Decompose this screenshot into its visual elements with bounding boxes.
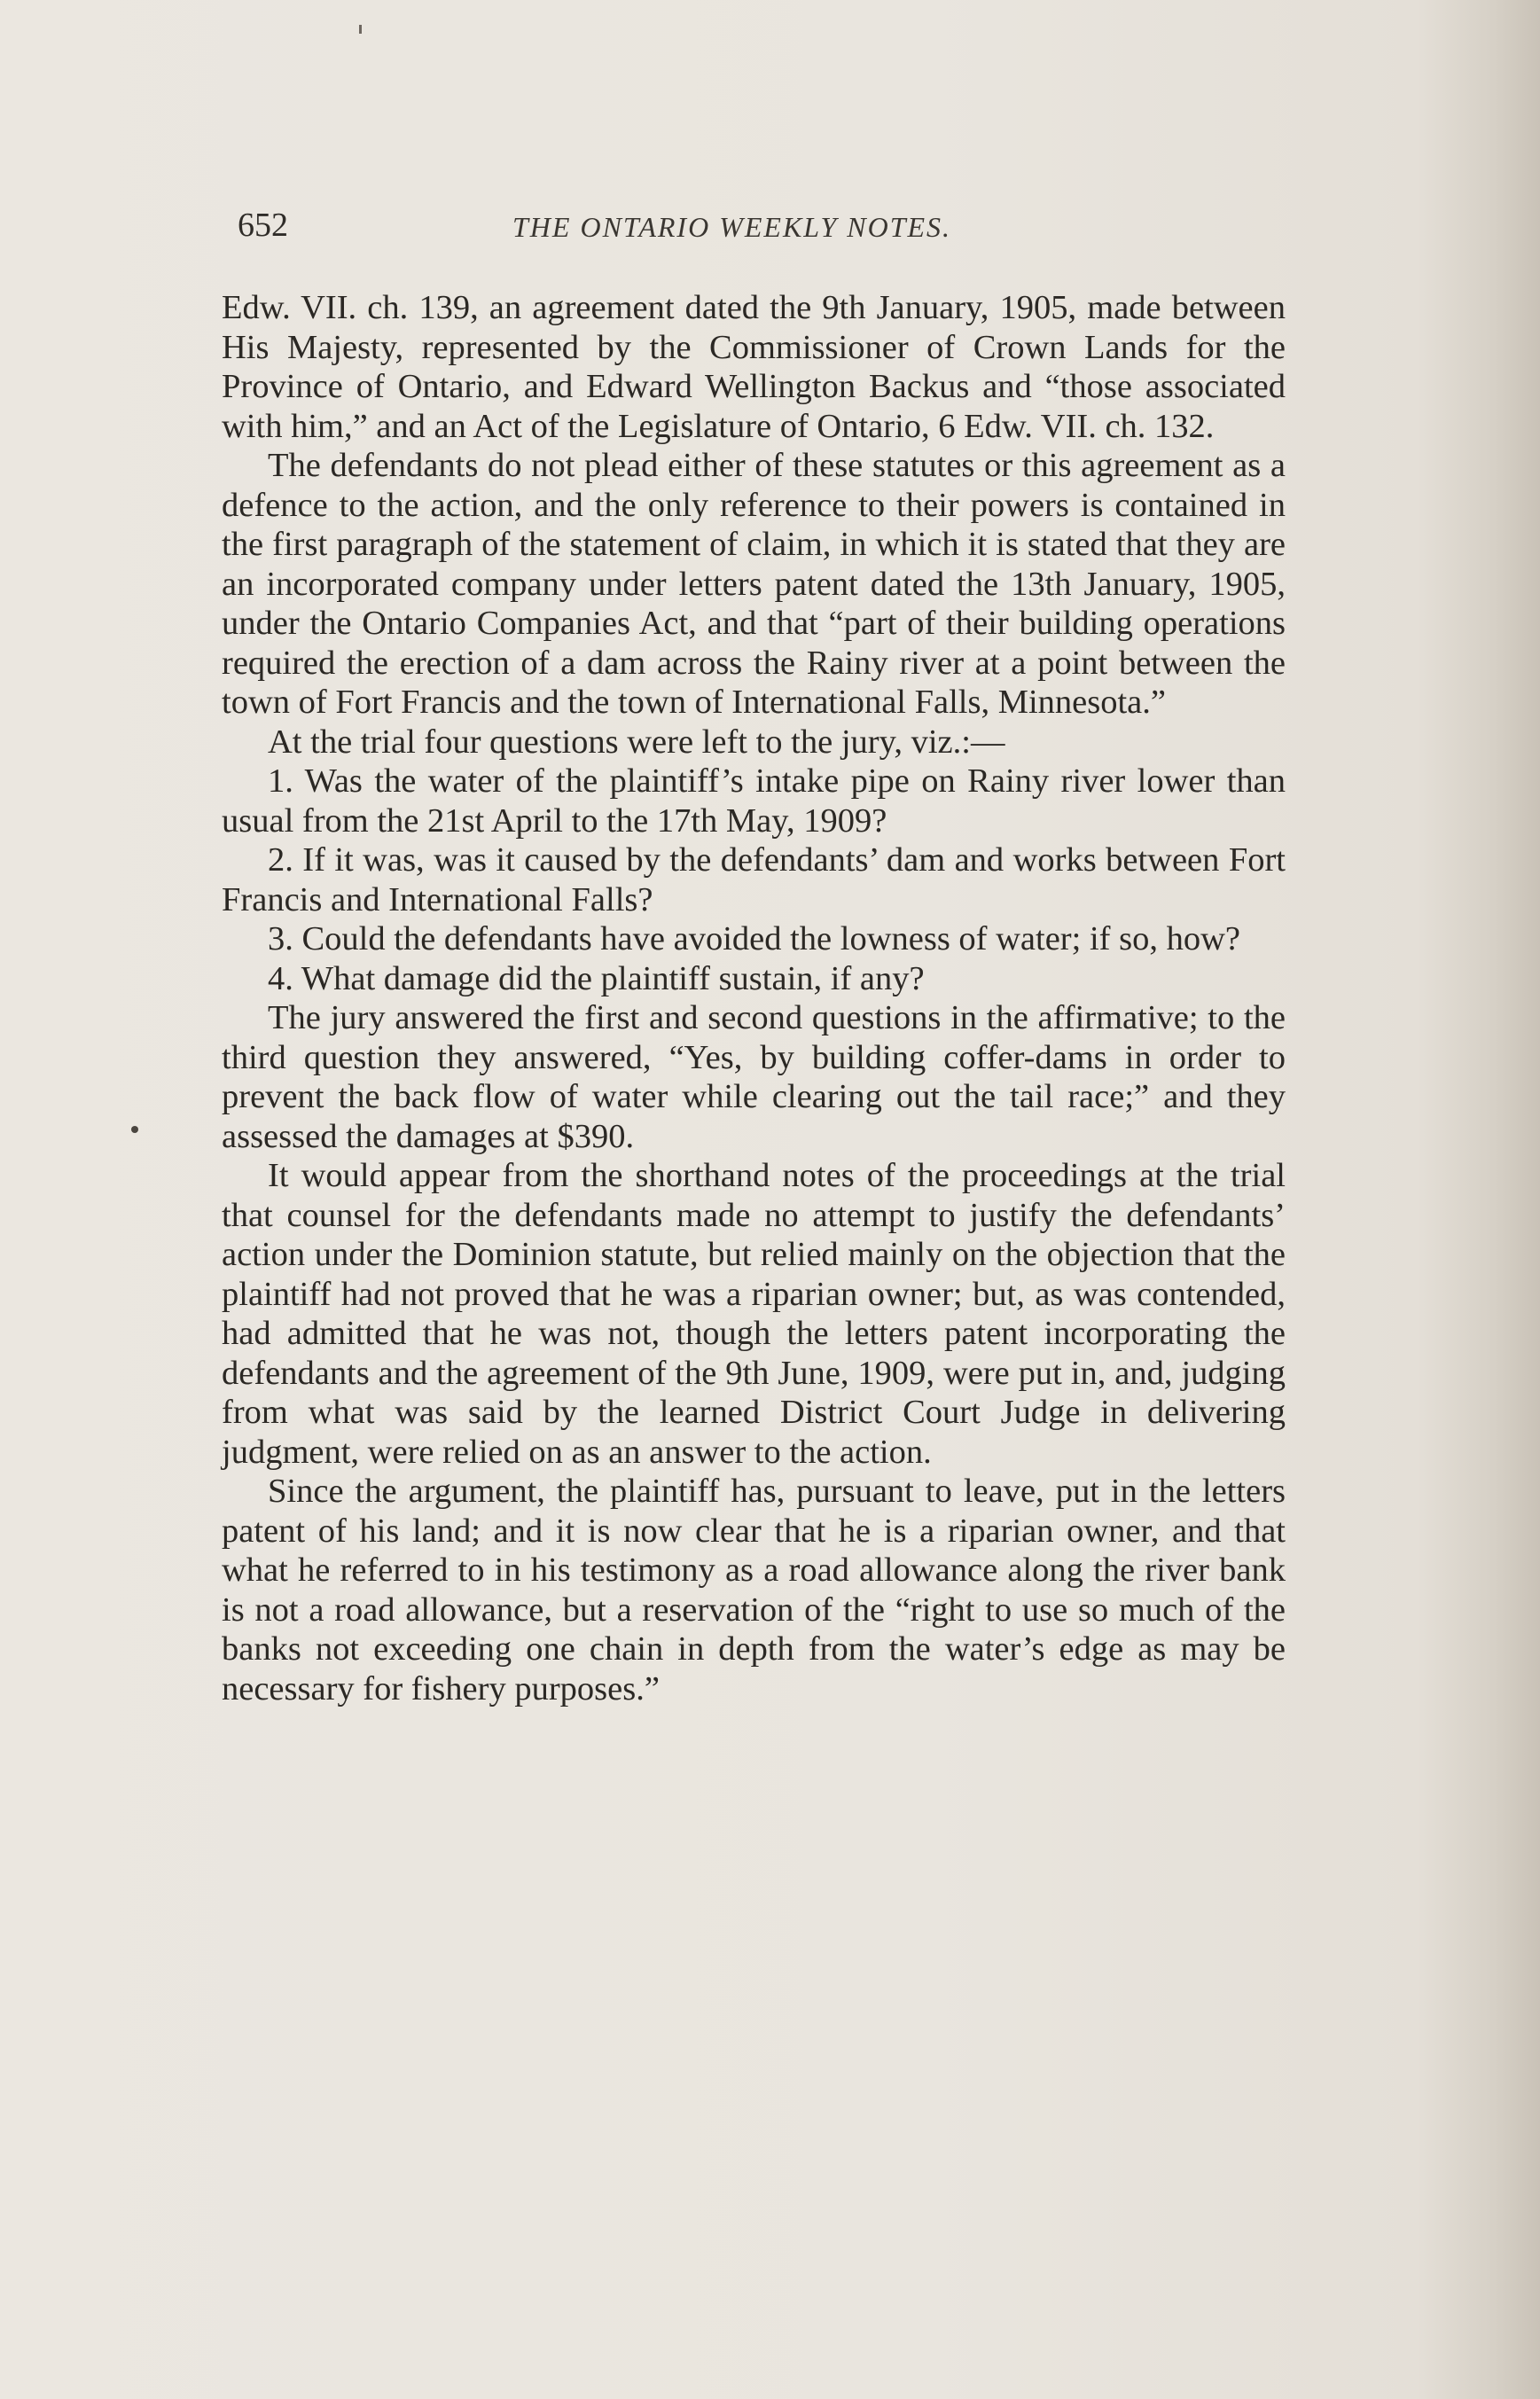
print-speck: [359, 25, 362, 34]
page-body: [222, 288, 1286, 1708]
paragraph: The defendants do not plead either of these statutes or this agreement as a defence to the action, and the only reference to their powers is contained in the first paragraph of the statement of claim, in which it is stated that they are an incorporated company under letters patent dated the 13th January, 1905, under the Ontario Companies Act, and that “part of their building operations required the erection of a dam across the Rainy river at a point between the town of Fort Francis and the town of International Falls, Minnesota.”: [222, 447, 1286, 721]
paragraph: Since the argument, the plaintiff has, pursuant to leave, put in the letters patent of his land; and it is now clear that he is a riparian owner, and that what he referred to in his testimony as a road allowance along the river bank is not a road allowance, but a reservation of the “right to use so much of the banks not exceeding one chain in depth from the water’s edge as may be necessary for fishery purposes.”: [222, 1473, 1286, 1707]
margin-dot: [131, 1126, 138, 1133]
page-number: 652: [238, 207, 288, 244]
question-item: 2. If it was, was it caused by the defendants’ dam and works between Fort Francis and International Falls?: [222, 841, 1286, 918]
paragraph: At the trial four questions were left to the jury, viz.:—: [268, 723, 1005, 761]
question-item: 1. Was the water of the plaintiff’s intake pipe on Rainy river lower than usual from the 21st April to the 17th May, 1909?: [222, 762, 1286, 840]
paragraph: It would appear from the shorthand notes of the proceedings at the trial that counsel for the defendants made no attempt to justify the defendants’ action under the Dominion statute, but relied mainly on the objection that the plaintiff had not proved that he was a riparian owner; but, as was contended, had admitted that he was not, though the letters patent incorporating the defendants and the agreement of the 9th June, 1909, were put in, and, judging from what was said by the learned District Court Judge in delivering judgment, were relied on as an answer to the action.: [222, 1157, 1286, 1471]
page-header: [238, 206, 1284, 250]
paragraph: The jury answered the first and second questions in the affirmative; to the third question they answered, “Yes, by building coffer-dams in order to prevent the back flow of water while clearing out the tail race;” and they assessed the damages at $390.: [222, 999, 1286, 1155]
question-item: 3. Could the defendants have avoided the lowness of water; if so, how?: [268, 920, 1240, 957]
running-title: THE ONTARIO WEEKLY NOTES.: [512, 211, 952, 243]
paragraph-continuation: Edw. VII. ch. 139, an agreement dated the 9th January, 1905, made between His Majesty, represented by the Commissioner of Crown Lands for the Province of Ontario, and Edward Wellington Backus and “those associated with him,” and an Act of the Legislature of Ontario, 6 Edw. VII. ch. 132.: [222, 289, 1286, 445]
question-item: 4. What damage did the plaintiff sustain, if any?: [268, 959, 925, 997]
